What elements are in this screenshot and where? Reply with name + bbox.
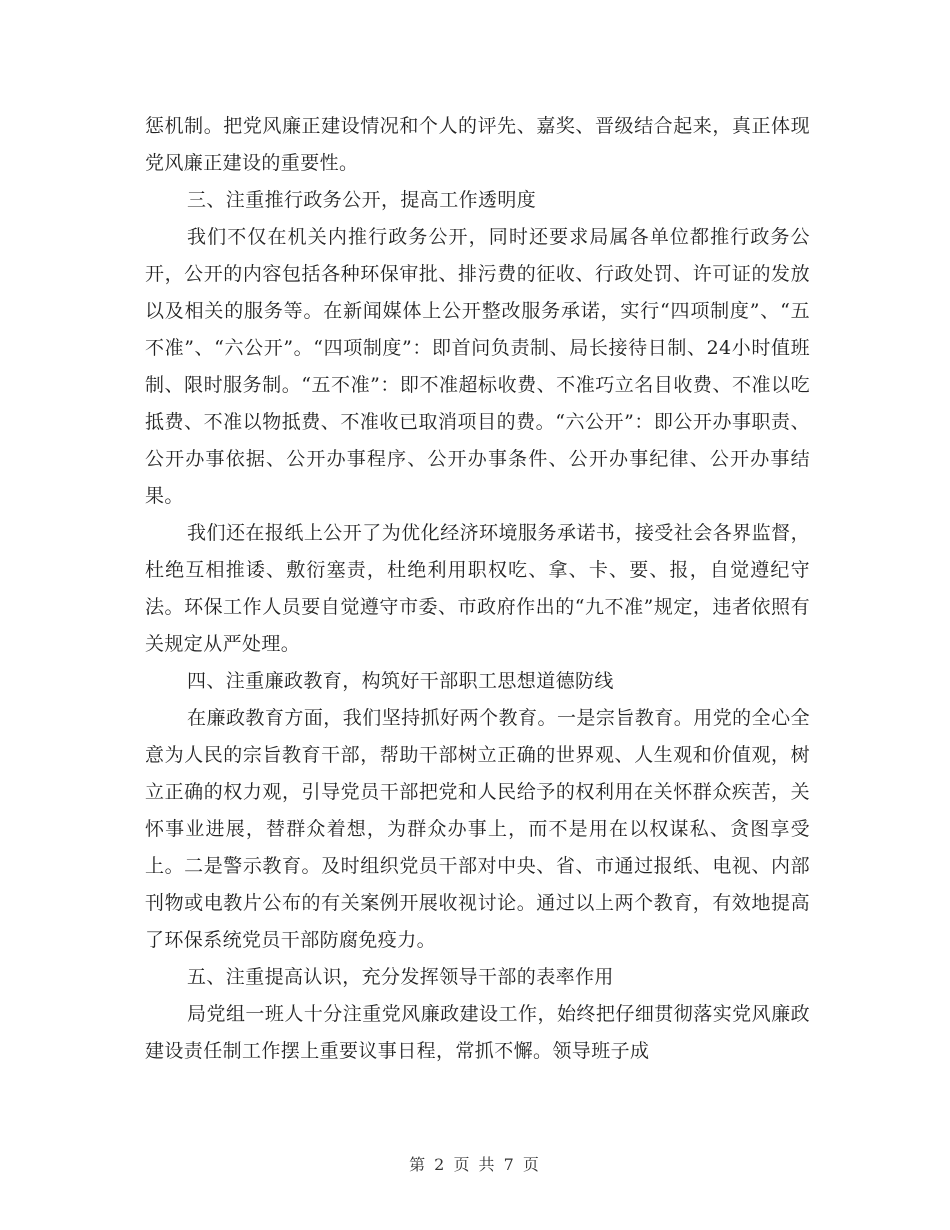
document-body [145, 108, 810, 1070]
section-heading-4: 四、注重廉政教育，构筑好干部职工思想道德防线 [187, 670, 614, 692]
page-footer: 第 2 页 共 7 页 [409, 1155, 541, 1174]
paragraph-continued: 惩机制。把党风廉正建设情况和个人的评先、嘉奖、晋级结合起来，真正体现党风廉正建设的重要性。 [145, 115, 810, 174]
paragraph: 在廉政教育方面，我们坚持抓好两个教育。一是宗旨教育。用党的全心全意为人民的宗旨教育干部，帮助干部树立正确的世界观、人生观和价值观，树立正确的权力观，引导党员干部把党和人民给予的权利用在关怀群众疾苦，关怀事业进展，替群众着想，为群众办事上，而不是用在以权谋私、贪图享受上。二是警示教育。及时组织党员干部对中央、省、市通过报纸、电视、内部刊物或电教片公布的有关案例开展收视讨论。通过以上两个教育，有效地提高了环保系统党员干部防腐免疫力。 [145, 707, 810, 951]
paragraph: 局党组一班人十分注重党风廉政建设工作，始终把仔细贯彻落实党风廉政建设责任制工作摆上重要议事日程，常抓不懈。领导班子成 [145, 1003, 810, 1062]
section-heading-3: 三、注重推行政务公开，提高工作透明度 [187, 189, 537, 211]
paragraph: 我们不仅在机关内推行政务公开，同时还要求局属各单位都推行政务公开，公开的内容包括各种环保审批、排污费的征收、行政处罚、许可证的发放以及相关的服务等。在新闻媒体上公开整改服务承诺，实行“四项制度”、“五不准”、“六公开”。“四项制度”：即首问负责制、局长接待日制、24小时值班制、限时服务制。“五不准”：即不准超标收费、不准巧立名目收费、不准以吃抵费、不准以物抵费、不准收已取消项目的费。“六公开”：即公开办事职责、公开办事依据、公开办事程序、公开办事条件、公开办事纪律、公开办事结果。 [145, 226, 810, 507]
section-heading-5: 五、注重提高认识，充分发挥领导干部的表率作用 [187, 966, 614, 988]
paragraph: 我们还在报纸上公开了为优化经济环境服务承诺书，接受社会各界监督，杜绝互相推诿、敷衍塞责，杜绝利用职权吃、拿、卡、要、报，自觉遵纪守法。环保工作人员要自觉遵守市委、市政府作出的“九不准”规定，违者依照有关规定从严处理。 [145, 522, 810, 655]
